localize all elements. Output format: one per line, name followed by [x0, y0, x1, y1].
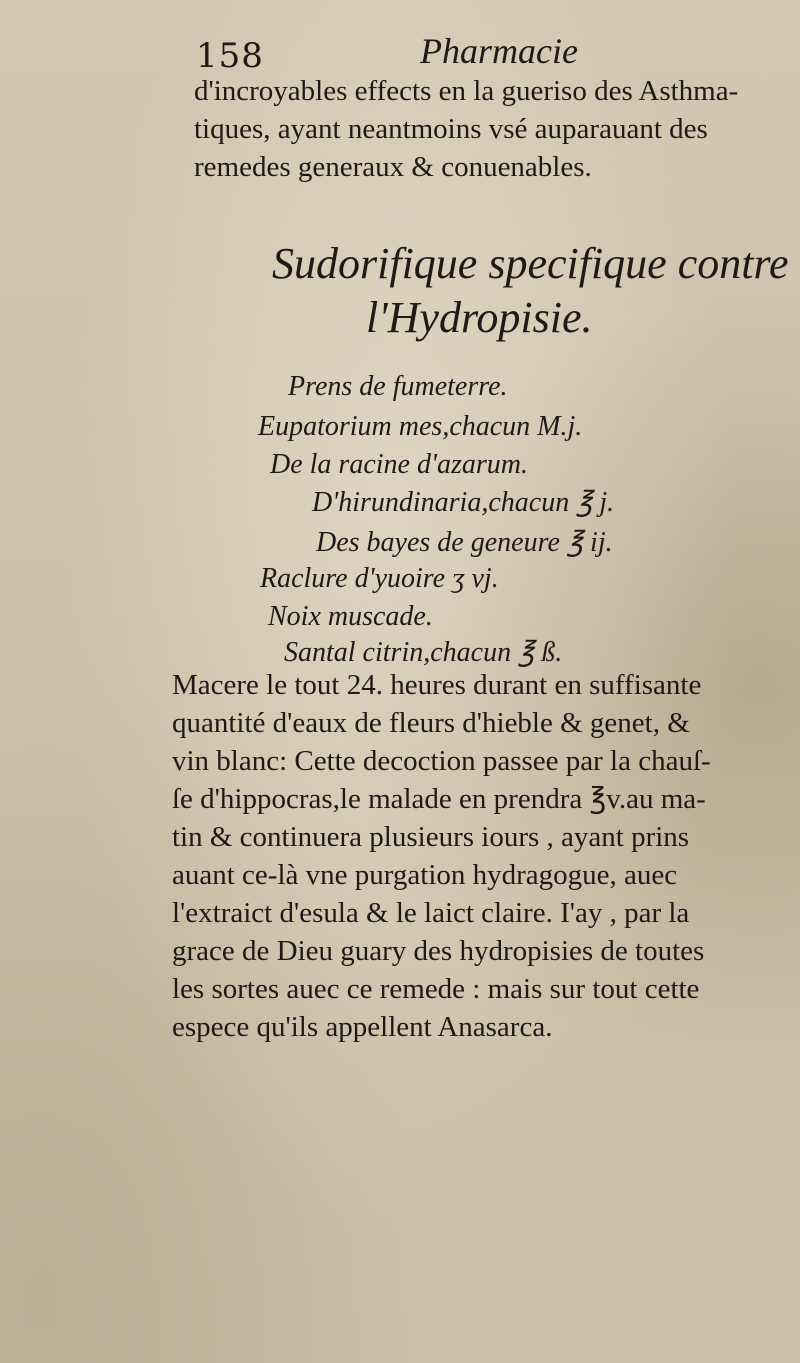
- text-line: ſe d'hippocras,le malade en prendra ℥v.au ma-: [172, 783, 706, 815]
- recipe-line: D'hirundinaria,chacun ℥ j.: [312, 487, 615, 518]
- text-line: espece qu'ils appellent Anasarca.: [172, 1011, 553, 1043]
- text-line: quantité d'eaux de fleurs d'hieble & genet, &: [172, 707, 690, 739]
- recipe-line: Santal citrin,chacun ℥ ß.: [284, 637, 563, 668]
- text-line: tin & continuera plusieurs iours , ayant prins: [172, 821, 690, 853]
- intro-paragraph: [194, 72, 738, 186]
- text-line: remedes generaux & conuenables.: [194, 151, 592, 183]
- page-number: 158: [196, 36, 264, 76]
- recipe-line: De la racine d'azarum.: [270, 449, 528, 480]
- text-line: l'extraict d'esula & le laict claire. I'ay , par la: [172, 897, 690, 929]
- text-line: grace de Dieu guary des hydropisies de toutes: [172, 935, 705, 967]
- text-line: auant ce-là vne purgation hydragogue, auec: [172, 859, 678, 891]
- recipe-line: Noix muscade.: [268, 601, 433, 632]
- text-line: les sortes auec ce remede : mais sur tout cette: [172, 973, 700, 1005]
- text-line: tiques, ayant neantmoins vsé auparauant des: [194, 113, 708, 145]
- section-heading-line: l'Hydropisie.: [366, 293, 593, 342]
- running-title: Pharmacie: [420, 31, 578, 71]
- text-line: Macere le tout 24. heures durant en suffisante: [172, 669, 702, 701]
- recipe-line: Eupatorium mes,chacun M.j.: [258, 411, 583, 442]
- section-heading-line: Sudorifique specifique contre: [272, 239, 789, 288]
- recipe-line: Raclure d'yuoire ʒ vj.: [260, 563, 499, 594]
- text-line: d'incroyables effects en la gueriso des Asthma-: [194, 75, 739, 107]
- recipe-line: Des bayes de geneure ℥ ij.: [316, 527, 613, 558]
- body-paragraph: [172, 666, 711, 1046]
- recipe-line: Prens de fumeterre.: [288, 371, 508, 402]
- text-line: vin blanc: Cette decoction passee par la chauſ-: [172, 745, 711, 777]
